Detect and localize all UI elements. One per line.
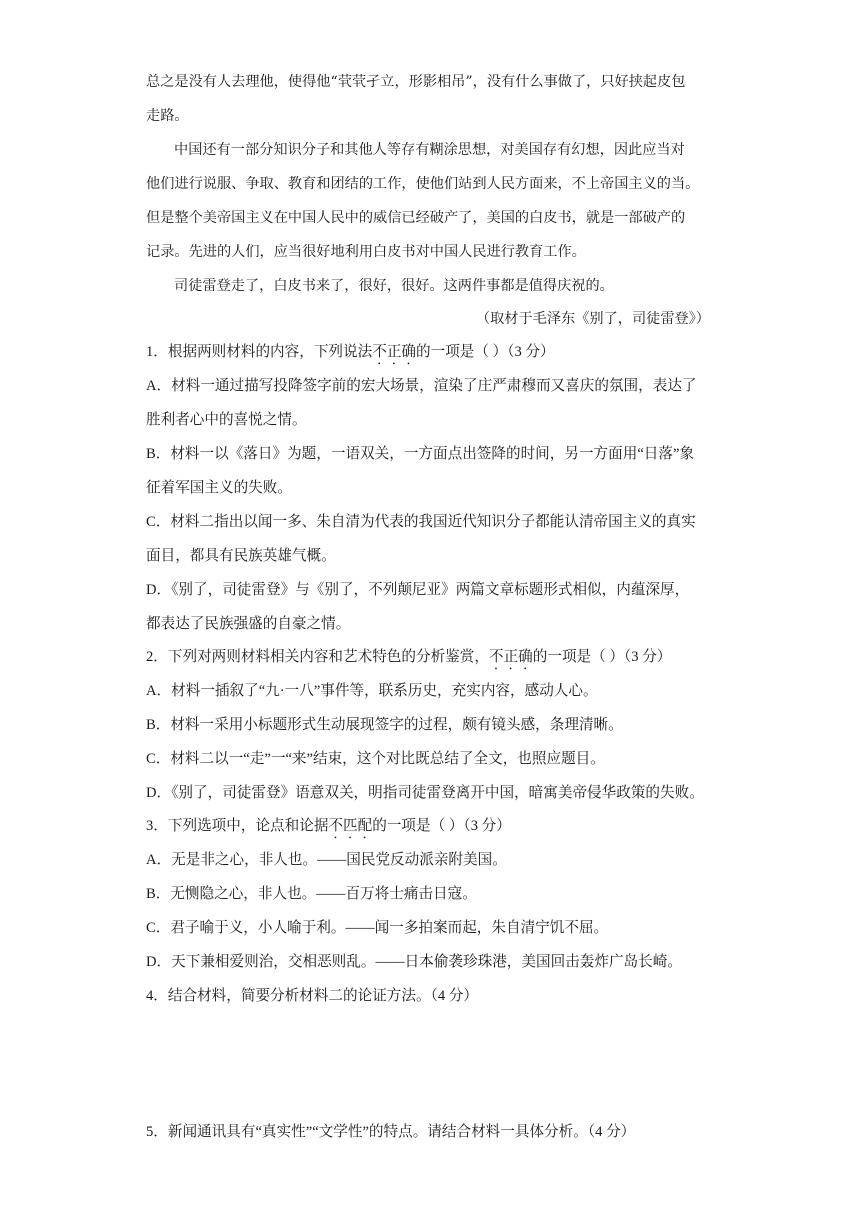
question-1-option-a: A．材料一通过描写投降签字前的宏大场景，渲染了庄严肃穆而又喜庆的氛围，表达了 [146, 378, 697, 394]
question-1-option-c-cont: 面目，都具有民族英雄气概。 [146, 548, 336, 564]
question-1-option-c: C．材料二指出以闻一多、朱自清为代表的我国近代知识分子都能认清帝国主义的真实 [146, 514, 696, 530]
question-1-option-d-cont: 都表达了民族强盛的自豪之情。 [146, 616, 351, 632]
question-1-option-b-cont: 征着军国主义的失败。 [146, 480, 292, 496]
passage-line: 走路。 [146, 108, 189, 124]
passage-line: 司徒雷登走了，白皮书来了，很好，很好。这两件事都是值得庆祝的。 [174, 278, 614, 294]
question-5-stem: 5．新闻通讯具有“真实性”“文学性”的特点。请结合材料一具体分析。（4 分） [146, 1124, 636, 1140]
question-3-option-b: B．无恻隐之心，非人也。——百万将士痛击日寇。 [146, 886, 477, 902]
question-2-option-c: C．材料二以一“走”一“来”结束，这个对比既总结了全文，也照应题目。 [146, 751, 605, 767]
passage-line: 他们进行说服、争取、教育和团结的工作，使他们站到人民方面来，不上帝国主义的当。 [146, 176, 700, 192]
question-2-option-d: D．《别了，司徒雷登》语意双关，明指司徒雷登离开中国，暗寓美帝侵华政策的失败。 [146, 785, 704, 801]
question-1-option-a-cont: 胜利者心中的喜悦之情。 [146, 412, 307, 428]
question-1-option-d: D．《别了，司徒雷登》与《别了，不列颠尼亚》两篇文章标题形式相似，内蕴深厚， [146, 582, 690, 598]
question-4-stem: 4．结合材料，简要分析材料二的论证方法。（4 分） [146, 988, 479, 1004]
passage-line: 中国还有一部分知识分子和其他人等存有糊涂思想，对美国存有幻想，因此应当对 [174, 142, 685, 158]
question-1-stem: 1．根据两则材料的内容，下列说法不正确的一项是（ ）（3 分） [146, 344, 555, 360]
question-2-option-a: A．材料一插叙了“九·一八”事件等，联系历史，充实内容，感动人心。 [146, 683, 598, 699]
question-2-option-b: B．材料一采用小标题形式生动展现签字的过程，颇有镜头感，条理清晰。 [146, 717, 623, 733]
question-3-stem: 3．下列选项中，论点和论据不匹配的一项是（ ）（3 分） [146, 818, 511, 834]
question-2-stem: 2．下列对两则材料相关内容和艺术特色的分析鉴赏，不正确的一项是（ ）（3 分） [146, 649, 672, 665]
question-3-option-d: D．天下兼相爱则治，交相恶则乱。——日本偷袭珍珠港，美国回击轰炸广岛长崎。 [146, 954, 682, 970]
question-3-option-a: A．无是非之心，非人也。——国民党反动派亲附美国。 [146, 852, 507, 868]
passage-line: 记录。先进的人们，应当很好地利用白皮书对中国人民进行教育工作。 [146, 244, 586, 260]
emphasis-text: 不匹配 [328, 818, 373, 834]
emphasis-text: 不正确 [488, 649, 533, 665]
question-1-option-b: B．材料一以《落日》为题，一语双关，一方面点出签降的时间，另一方面用“日落”象 [146, 446, 695, 462]
emphasis-text: 不正确 [372, 344, 417, 360]
passage-line: 但是整个美帝国主义在中国人民中的威信已经破产了，美国的白皮书，就是一部破产的 [146, 210, 686, 226]
passage-source: （取材于毛泽东《别了，司徒雷登》） [475, 311, 710, 327]
passage-line: 总之是没有人去理他，使得他“茕茕孑立，形影相吊”，没有什么事做了，只好挟起皮包 [146, 74, 686, 90]
question-3-option-c: C．君子喻于义，小人喻于利。——闻一多拍案而起，朱自清宁饥不屈。 [146, 920, 609, 936]
